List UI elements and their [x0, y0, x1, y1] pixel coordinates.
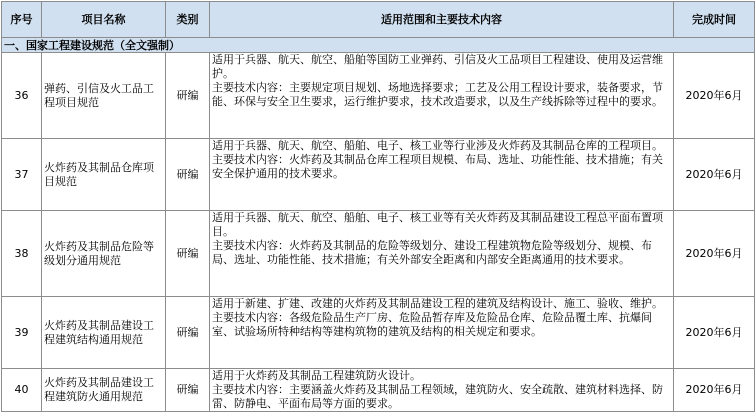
table-row [2, 53, 755, 139]
header-row [2, 2, 755, 38]
row-num: 40 [2, 369, 42, 412]
standards-table [1, 1, 755, 412]
scope-technical: 主要技术内容：主要涵盖火炸药及其制品工程领域，建筑防火、安全疏散、建筑材料选择、防雷、防静电、平面布局等方面的要求。 [212, 383, 663, 410]
row-date: 2020年6月 [674, 211, 755, 297]
row-name: 火炸药及其制品危险等级划分通用规范 [42, 211, 166, 297]
row-name: 火炸药及其制品建设工程建筑结构通用规范 [42, 297, 166, 369]
row-category: 研编 [166, 297, 210, 369]
row-date: 2020年6月 [674, 53, 755, 139]
section-title: 一、国家工程建设规范（全文强制） [2, 38, 755, 53]
row-num: 36 [2, 53, 42, 139]
scope-applicability: 适用于兵器、航天、航空、船舶等国防工业弹药、引信及火工品项目工程建设、使用及运营维护。 [212, 53, 663, 80]
header-name: 项目名称 [42, 2, 166, 38]
row-date: 2020年6月 [674, 139, 755, 211]
table-row [2, 139, 755, 211]
row-scope [210, 53, 674, 139]
row-num: 39 [2, 297, 42, 369]
scope-applicability: 适用于兵器、航天、航空、船舶、电子、核工业等有关火炸药及其制品建设工程总平面布置项目。 [212, 211, 663, 238]
scope-technical: 主要技术内容：各级危险品生产厂房、危险品暂存库及危险品仓库、危险品覆土库、抗爆间室、试验场所特种结构等建构筑物的建筑及结构的相关规定和要求。 [212, 311, 652, 338]
scope-applicability: 适用于火炸药及其制品工程建筑防火设计。 [212, 369, 421, 382]
row-date: 2020年6月 [674, 369, 755, 412]
row-num: 38 [2, 211, 42, 297]
scope-applicability: 适用于新建、扩建、改建的火炸药及其制品建设工程的建筑及结构设计、施工、验收、维护。 [212, 297, 663, 310]
row-scope [210, 369, 674, 412]
scope-technical: 主要技术内容：主要规定项目规划、场地选择要求；工艺及公用工程设计要求，装备要求，节能、环保与安全卫生要求，运行维护要求，技术改造要求，以及生产线拆除等过程中的要求。 [212, 81, 663, 108]
row-category: 研编 [166, 139, 210, 211]
row-scope [210, 297, 674, 369]
header-date: 完成时间 [674, 2, 755, 38]
scope-technical: 主要技术内容：火炸药及其制品仓库工程项目规模、布局、选址、功能性能、技术措施；有关安全保护通用的技术要求。 [212, 153, 663, 180]
row-scope [210, 139, 674, 211]
scope-technical: 主要技术内容：火炸药及其制品的危险等级划分、建设工程建筑物危险等级划分、规模、布局、选址、功能性能、技术措施；有关外部安全距离和内部安全距离通用的技术要求。 [212, 239, 652, 266]
scope-applicability: 适用于兵器、航天、航空、船舶、电子、核工业等行业涉及火炸药及其制品仓库的工程项目。 [212, 139, 663, 152]
row-name: 火炸药及其制品仓库项目规范 [42, 139, 166, 211]
row-date: 2020年6月 [674, 297, 755, 369]
header-scope: 适用范围和主要技术内容 [210, 2, 674, 38]
table-row [2, 297, 755, 369]
table-row [2, 369, 755, 412]
row-category: 研编 [166, 53, 210, 139]
row-scope [210, 211, 674, 297]
row-name: 弹药、引信及火工品工程项目规范 [42, 53, 166, 139]
row-name: 火炸药及其制品建设工程建筑防火通用规范 [42, 369, 166, 412]
section-row [2, 38, 755, 53]
row-category: 研编 [166, 369, 210, 412]
table-row [2, 211, 755, 297]
header-category: 类别 [166, 2, 210, 38]
row-category: 研编 [166, 211, 210, 297]
header-num: 序号 [2, 2, 42, 38]
row-num: 37 [2, 139, 42, 211]
